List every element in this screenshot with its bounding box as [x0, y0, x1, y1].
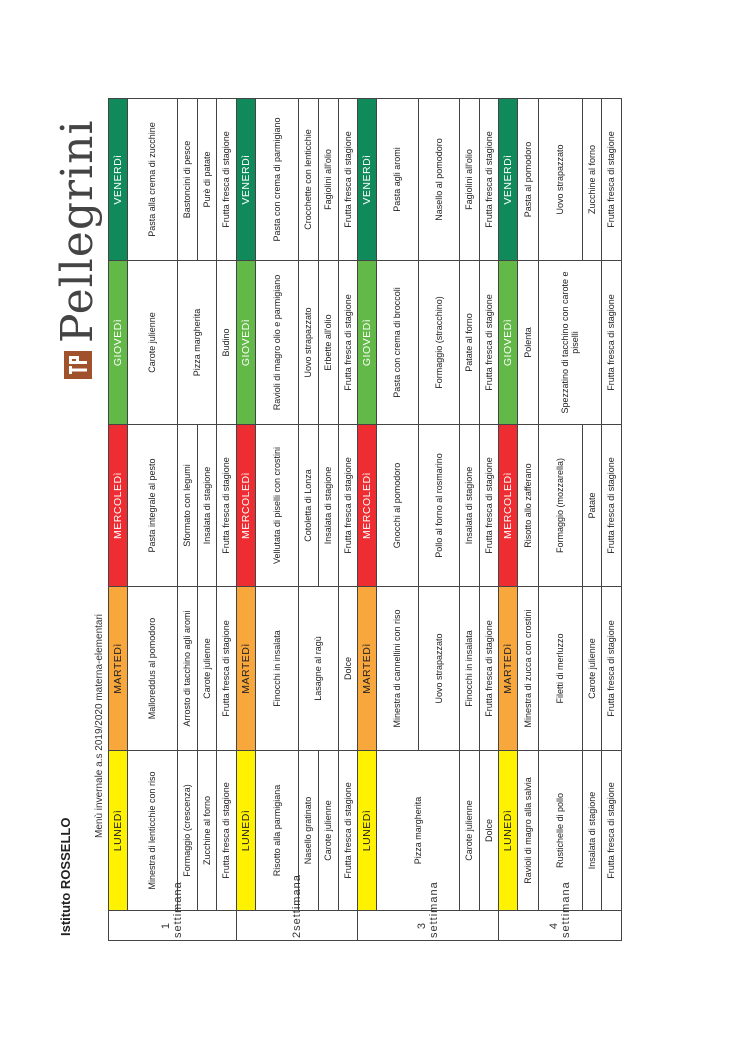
menu-cell: Malloreddus al pomodoro: [127, 587, 177, 751]
menu-cell: Uovo strapazzato: [538, 99, 582, 261]
menu-cell: Formaggio (stracchino): [418, 261, 460, 425]
menu-cell: Uovo strapazzato: [299, 261, 319, 425]
week-3-header-row: [358, 99, 377, 941]
day-header-thursday: GIOVEDì: [236, 261, 255, 425]
menu-cell: Bastoncini di pesce: [177, 99, 197, 261]
menu-cell: Finocchi in insalata: [255, 587, 299, 751]
day-header-wednesday: MERCOLEDì: [236, 425, 255, 587]
menu-cell: Ravioli di magro olio e parmigiano: [255, 261, 299, 425]
day-header-wednesday: MERCOLEDì: [109, 425, 128, 587]
day-header-monday: LUNEDì: [236, 751, 255, 911]
menu-cell: Frutta fresca di stagione: [602, 425, 622, 587]
day-header-wednesday: MERCOLEDì: [358, 425, 377, 587]
week-1-label: 1 settimana: [109, 911, 237, 941]
menu-subtitle: Menù invernale a.s 2019/2020 materna-elementari: [94, 613, 105, 838]
week-3-row-4: [479, 99, 499, 941]
day-header-wednesday: MERCOLEDì: [499, 425, 518, 587]
menu-cell: Filetti di merluzzo: [538, 587, 582, 751]
menu-cell: Carote julienne: [582, 587, 602, 751]
day-header-friday: VENERDì: [109, 99, 128, 261]
menu-cell: Frutta fresca di stagione: [338, 751, 358, 911]
week-2-row-4: [338, 99, 358, 941]
menu-cell: Rustichelle di pollo: [538, 751, 582, 911]
menu-cell: Fagiolini all'olio: [460, 99, 480, 261]
menu-cell: Ravioli di magro alla salvia: [518, 751, 539, 911]
logo-text: Pellegrini: [52, 119, 103, 343]
week-4-row-1: [518, 99, 539, 941]
menu-cell: Frutta fresca di stagione: [217, 751, 237, 911]
week-2-row-2: [299, 99, 319, 941]
menu-cell: Minestra di cannellini con riso: [376, 587, 418, 751]
menu-cell: Formaggio (mozzarella): [538, 425, 582, 587]
menu-cell: Pizza margherita: [376, 751, 459, 911]
menu-cell: Frutta fresca di stagione: [602, 587, 622, 751]
day-header-tuesday: MARTEDì: [109, 587, 128, 751]
menu-cell: Dolce: [479, 751, 499, 911]
menu-cell: Risotto alla parmigiana: [255, 751, 299, 911]
menu-cell: Pasta alla crema di zucchine: [127, 99, 177, 261]
brand-logo: [52, 119, 103, 379]
week-1-row-4: [217, 99, 237, 941]
menu-cell: Budino: [217, 261, 237, 425]
week-1-row-1: [127, 99, 177, 941]
menu-cell: Frutta fresca di stagione: [217, 587, 237, 751]
menu-cell: Frutta fresca di stagione: [602, 261, 622, 425]
menu-cell: Dolce: [338, 587, 358, 751]
menu-cell: Patate al forno: [460, 261, 480, 425]
menu-cell: Frutta fresca di stagione: [479, 587, 499, 751]
menu-cell: Insalata di stagione: [460, 425, 480, 587]
menu-cell: Lasagne al ragù: [299, 587, 338, 751]
menu-cell: Pollo al forno al rosmarino: [418, 425, 460, 587]
menu-cell: Pasta al pomodoro: [518, 99, 539, 261]
menu-cell: Frutta fresca di stagione: [338, 425, 358, 587]
week-3-row-1: [376, 99, 418, 941]
menu-cell: Minestra di zucca con crostini: [518, 587, 539, 751]
day-header-monday: LUNEDì: [499, 751, 518, 911]
menu-cell: Frutta fresca di stagione: [479, 425, 499, 587]
day-header-friday: VENERDì: [236, 99, 255, 261]
menu-cell: Pasta con crema di broccoli: [376, 261, 418, 425]
day-header-thursday: GIOVEDì: [109, 261, 128, 425]
menu-cell: Sformato con legumi: [177, 425, 197, 587]
menu-cell: Arrosto di tacchino agli aromi: [177, 587, 197, 751]
week-1-header-row: [109, 99, 128, 941]
week-1-row-3: [197, 99, 217, 941]
week-2-label: 2settimana: [236, 911, 357, 941]
menu-cell: Frutta fresca di stagione: [602, 751, 622, 911]
menu-cell: Frutta fresca di stagione: [338, 99, 358, 261]
menu-cell: Insalata di stagione: [582, 751, 602, 911]
menu-cell: Risotto allo zafferano: [518, 425, 539, 587]
day-header-thursday: GIOVEDì: [358, 261, 377, 425]
day-header-tuesday: MARTEDì: [358, 587, 377, 751]
menu-cell: Carote julienne: [319, 751, 339, 911]
menu-cell: Pasta con crema di parmigiano: [255, 99, 299, 261]
week-4-label: 4 settimana: [499, 911, 622, 941]
day-header-tuesday: MARTEDì: [499, 587, 518, 751]
menu-cell: Finocchi in insalata: [460, 587, 480, 751]
menu-cell: Cotoletta di Lonza: [299, 425, 319, 587]
menu-cell: Frutta fresca di stagione: [338, 261, 358, 425]
menu-cell: Frutta fresca di stagione: [217, 425, 237, 587]
week-2-row-3: [319, 99, 339, 941]
week-3-label: 3 settimana: [358, 911, 499, 941]
menu-cell: Pizza margherita: [177, 261, 216, 425]
pellegrini-logo-icon: [64, 351, 92, 379]
week-4-row-4: [602, 99, 622, 941]
menu-cell: Crocchette con lenticchie: [299, 99, 319, 261]
menu-cell: Zucchine al forno: [197, 751, 217, 911]
menu-cell: Nasello al pomodoro: [418, 99, 460, 261]
day-header-thursday: GIOVEDì: [499, 261, 518, 425]
menu-cell: Carote julienne: [197, 587, 217, 751]
day-header-monday: LUNEDì: [358, 751, 377, 911]
menu-cell: Pasta integrale al pesto: [127, 425, 177, 587]
menu-cell: Polenta: [518, 261, 539, 425]
day-header-friday: VENERDì: [499, 99, 518, 261]
menu-cell: Erbette all'olio: [319, 261, 339, 425]
week-4-row-2: [538, 99, 582, 941]
menu-cell: Nasello gratinato: [299, 751, 319, 911]
week-2-row-1: [255, 99, 299, 941]
menu-cell: Spezzatino di tacchino con carote e piselli: [538, 261, 601, 425]
week-3-row-3: [460, 99, 480, 941]
menu-cell: Vellutata di piselli con crostini: [255, 425, 299, 587]
menu-cell: Pasta agli aromi: [376, 99, 418, 261]
day-header-friday: VENERDì: [358, 99, 377, 261]
menu-cell: Carote julienne: [127, 261, 177, 425]
menu-table: [108, 98, 622, 941]
day-header-monday: LUNEDì: [109, 751, 128, 911]
week-4-row-3: [582, 99, 602, 941]
week-1-row-2: [177, 99, 197, 941]
menu-cell: Fagiolini all'olio: [319, 99, 339, 261]
menu-cell: Gnocchi al pomodoro: [376, 425, 418, 587]
menu-cell: Frutta fresca di stagione: [217, 99, 237, 261]
institute-title: Istituto ROSSELLO: [58, 817, 73, 936]
menu-cell: Patate: [582, 425, 602, 587]
menu-cell: Purè di patate: [197, 99, 217, 261]
menu-cell: Insalata di stagione: [319, 425, 339, 587]
menu-cell: Minestra di lenticchie con riso: [127, 751, 177, 911]
menu-cell: Frutta fresca di stagione: [479, 99, 499, 261]
menu-cell: Insalata di stagione: [197, 425, 217, 587]
menu-cell: Formaggio (crescenza): [177, 751, 197, 911]
week-2-header-row: [236, 99, 255, 941]
menu-cell: Frutta fresca di stagione: [602, 99, 622, 261]
week-4-header-row: [499, 99, 518, 941]
menu-cell: Uovo strapazzato: [418, 587, 460, 751]
day-header-tuesday: MARTEDì: [236, 587, 255, 751]
menu-cell: Frutta fresca di stagione: [479, 261, 499, 425]
menu-cell: Zucchine al forno: [582, 99, 602, 261]
menu-cell: Carote julienne: [460, 751, 480, 911]
